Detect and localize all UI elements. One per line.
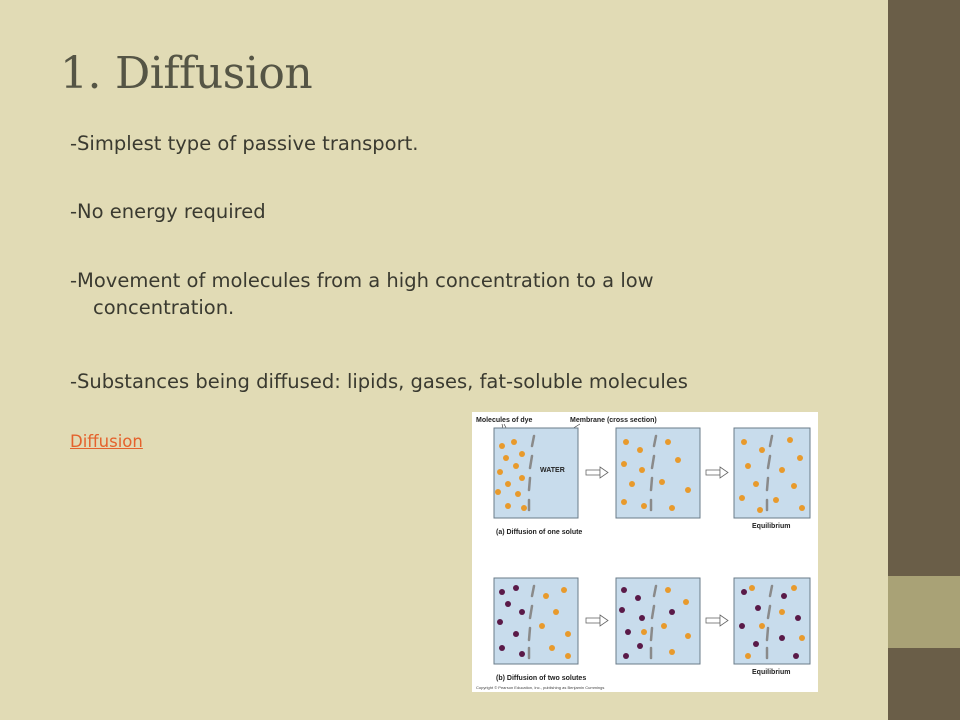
equilibrium-a: Equilibrium <box>752 523 791 530</box>
figure-copyright: Copyright © Pearson Education, Inc., publishing as Benjamin Cummings <box>476 685 605 690</box>
sidebar-accent-middle <box>888 576 960 648</box>
diffusion-link[interactable]: Diffusion <box>70 432 143 451</box>
caption-a: (a) Diffusion of one solute <box>496 529 583 536</box>
caption-b: (b) Diffusion of two solutes <box>496 675 587 682</box>
arrow-a2 <box>706 467 728 478</box>
bullet-1: -Simplest type of passive transport. <box>70 132 419 155</box>
bullet-3-line-2: concentration. <box>93 296 235 319</box>
arrow-b1 <box>586 615 608 626</box>
sidebar-accent-top <box>888 0 960 576</box>
arrow-b2 <box>706 615 728 626</box>
title-text: Diffusion <box>114 48 313 99</box>
label-membrane: Membrane (cross section) <box>570 417 657 424</box>
bullet-3 <box>70 267 770 321</box>
bullet-2: -No energy required <box>70 200 266 223</box>
label-dye: Molecules of dye <box>476 417 533 424</box>
diffusion-figure <box>472 412 818 692</box>
label-water: WATER <box>540 467 565 474</box>
equilibrium-b: Equilibrium <box>752 669 791 676</box>
bullet-4: -Substances being diffused: lipids, gases, fat-soluble molecules <box>70 370 688 393</box>
bullet-3-line-1: -Movement of molecules from a high concentration to a low <box>70 269 654 292</box>
title-number: 1. <box>60 48 101 99</box>
arrow-a1 <box>586 467 608 478</box>
slide-title <box>60 48 312 99</box>
box-b2 <box>616 578 700 664</box>
sidebar-accent-bottom <box>888 648 960 720</box>
